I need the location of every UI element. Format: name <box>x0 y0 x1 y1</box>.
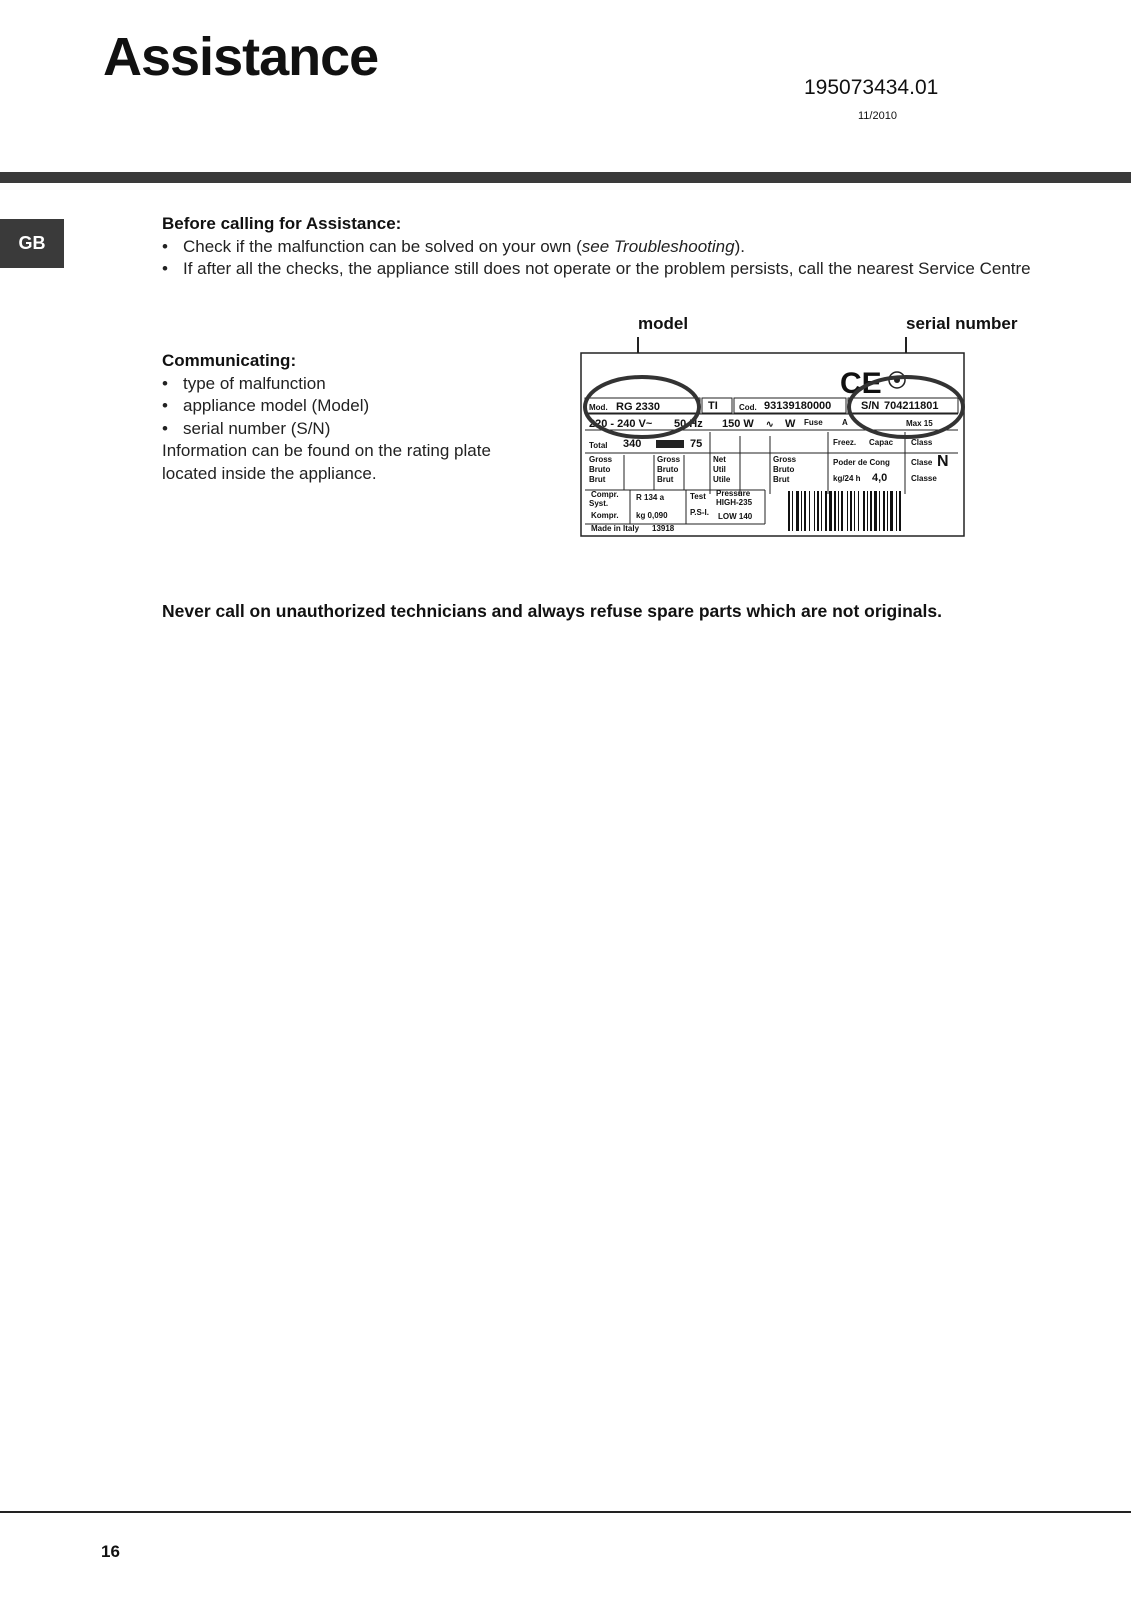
kg24-label: kg/24 h <box>833 474 861 483</box>
kg24-value: 4,0 <box>872 472 888 484</box>
cod-label: Cod. <box>739 403 757 412</box>
barcode-bar <box>899 491 901 531</box>
charge-value: kg 0,090 <box>636 511 668 520</box>
utile-label: Utile <box>713 475 731 484</box>
kompr-label: Kompr. <box>591 511 619 520</box>
voltage: 220 - 240 V~ <box>589 418 653 430</box>
serial-number-callout-label: serial number <box>906 314 1018 333</box>
info-line: located inside the appliance. <box>162 463 377 483</box>
bullet1-suffix: ). <box>734 236 745 256</box>
brut-label: Brut <box>657 475 674 484</box>
max-label: Max 15 <box>906 419 933 428</box>
poder-label: Poder de Cong <box>833 458 890 467</box>
freez-label: Freez. <box>833 438 857 447</box>
communicating-heading: Communicating: <box>162 351 297 370</box>
barcode-bar <box>863 491 865 531</box>
warning-text: Never call on unauthorized technicians and always refuse spare parts which are not originals. <box>162 601 942 621</box>
info-line: Information can be found on the rating plate <box>162 441 491 460</box>
barcode-bar <box>796 491 799 531</box>
document-number: 195073434.01 <box>804 76 939 99</box>
syst-label: Syst. <box>589 499 609 508</box>
barcode-bar <box>788 491 790 531</box>
net-label: Net <box>713 455 726 464</box>
barcode-bar <box>834 491 836 531</box>
total-value: 340 <box>623 438 642 450</box>
barcode-bar <box>870 491 872 531</box>
tl-label: TI <box>708 400 718 412</box>
bullet-text: type of malfunction <box>183 373 326 393</box>
language-tab: GB <box>0 219 64 268</box>
page-number: 16 <box>101 1542 120 1561</box>
barcode-bar <box>879 491 880 531</box>
wattage-2: W <box>785 418 796 430</box>
pressure-label: Pressure <box>716 489 751 498</box>
barcode-bar <box>792 491 793 531</box>
barcode-bar <box>841 491 843 531</box>
troubleshooting-reference: see Troubleshooting <box>581 236 735 256</box>
sn-value: 704211801 <box>884 400 939 412</box>
compartment-icon <box>656 440 684 448</box>
class-label: Class <box>911 438 933 447</box>
frequency: 50 Hz <box>674 418 703 430</box>
barcode-bar <box>896 491 897 531</box>
ce-mark: CE <box>840 367 882 400</box>
barcode-bar <box>850 491 852 531</box>
before-calling-heading: Before calling for Assistance: <box>162 214 402 233</box>
low-pressure: LOW 140 <box>718 512 753 521</box>
wave-icon: ∿ <box>766 419 774 429</box>
bruto-label: Bruto <box>589 465 611 474</box>
barcode-bar <box>887 491 888 531</box>
barcode-bar <box>854 491 855 531</box>
barcode-bar <box>890 491 893 531</box>
footer-divider <box>0 1511 1131 1513</box>
bullet-dot: • <box>162 373 168 393</box>
compr-label: Compr. <box>591 490 619 499</box>
barcode-bar <box>883 491 885 531</box>
barcode-bar <box>829 491 832 531</box>
barcode-bar <box>858 491 859 531</box>
barcode-bar <box>809 491 810 531</box>
wattage: 150 W <box>722 418 754 430</box>
sn-label: S/N <box>861 400 880 412</box>
barcode-bar <box>847 491 848 531</box>
barcode-bar <box>821 491 822 531</box>
total-label: Total <box>589 441 608 450</box>
amp-label: A <box>842 418 848 427</box>
util-label: Util <box>713 465 726 474</box>
page-title: Assistance <box>103 27 379 87</box>
made-code: 13918 <box>652 524 675 533</box>
bullet-text: appliance model (Model) <box>183 396 370 415</box>
made-in-label: Made in Italy <box>591 524 640 533</box>
bullet-dot: • <box>162 259 168 278</box>
brut-label: Brut <box>773 475 790 484</box>
bullet-dot: • <box>162 396 168 415</box>
model-callout-label: model <box>638 314 689 333</box>
bruto-label: Bruto <box>773 465 795 474</box>
bullet1-prefix: Check if the malfunction can be solved on your own ( <box>183 236 582 256</box>
classe-label: Classe <box>911 474 937 483</box>
barcode-bar <box>814 491 815 531</box>
fuse-label: Fuse <box>804 418 823 427</box>
cod-value: 93139180000 <box>764 400 832 412</box>
psi-label: P.S-I. <box>690 508 709 517</box>
refrigerant-value: R 134 a <box>636 493 665 502</box>
capac-label: Capac <box>869 438 894 447</box>
barcode-bar <box>874 491 877 531</box>
barcode-bar <box>801 491 802 531</box>
bullet-dot: • <box>162 418 168 438</box>
barcode-bar <box>825 491 827 531</box>
barcode-bar <box>867 491 868 531</box>
brut-label: Brut <box>589 475 606 484</box>
bruto-label: Bruto <box>657 465 679 474</box>
bullet-dot: • <box>162 236 168 256</box>
barcode-bar <box>804 491 806 531</box>
mod-label: Mod. <box>589 403 608 412</box>
high-pressure: HIGH-235 <box>716 498 753 507</box>
climate-class: N <box>937 453 949 470</box>
barcode-bar <box>838 491 839 531</box>
barcode-bar <box>817 491 819 531</box>
document-date: 11/2010 <box>858 110 897 122</box>
bullet-text: serial number (S/N) <box>183 418 331 438</box>
bullet-text: If after all the checks, the appliance still does not operate or the problem persists, call the nearest Service Centre <box>183 259 1031 278</box>
mod-value: RG 2330 <box>616 401 661 413</box>
clase-label: Clase <box>911 458 933 467</box>
gross-label: Gross <box>589 455 613 464</box>
gross-label: Gross <box>657 455 681 464</box>
test-label: Test <box>690 492 706 501</box>
value-75: 75 <box>690 438 703 450</box>
gross-label: Gross <box>773 455 797 464</box>
